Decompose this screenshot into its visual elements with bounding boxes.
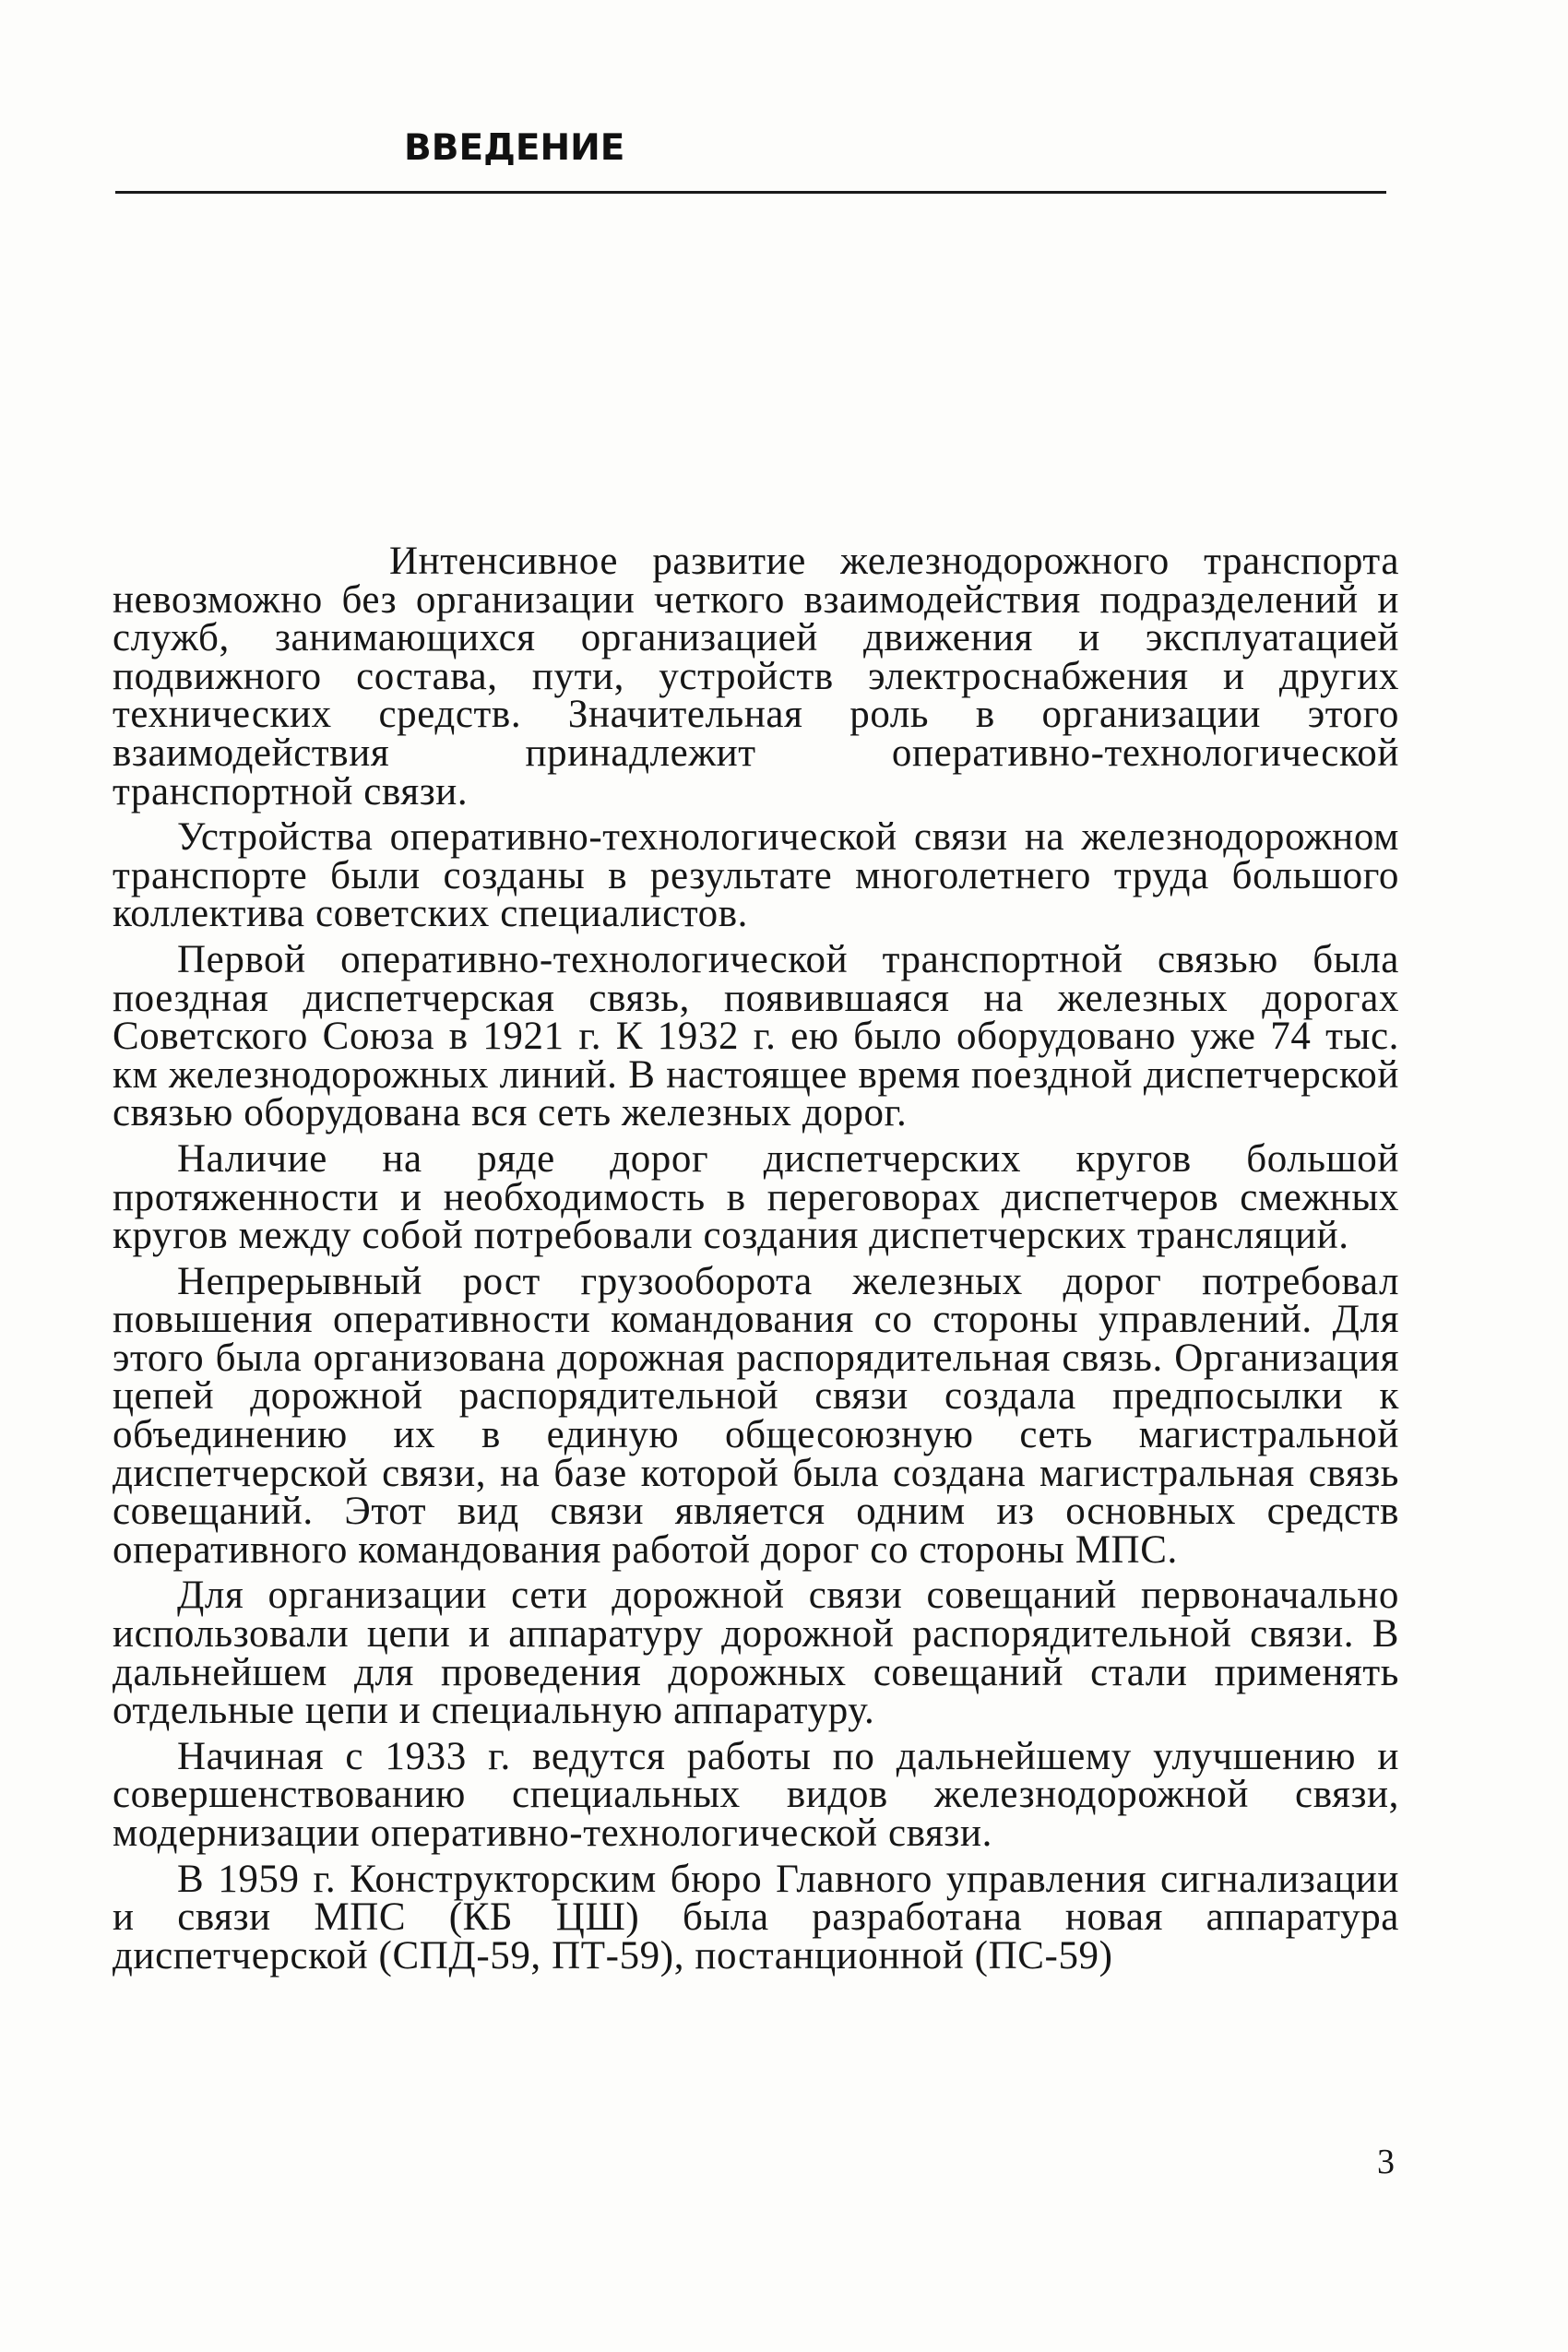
- heading-rule: [115, 191, 1386, 194]
- paragraph: Первой оперативно-технологической транспортной связью была поездная диспетчерская связь, появившаяся на железных дорогах Советского Союза в 1921 г. К 1932 г. ею было оборудовано уже 74 тыс. км железнодорожных линий. В настоящее время поездной диспетчерской связью оборудована вся сеть железных дорог.: [113, 937, 1399, 1135]
- paragraph: Устройства оперативно-технологической связи на железнодорожном транспорте были созданы в результате многолетнего труда большого коллектива советских специалистов.: [113, 815, 1399, 936]
- chapter-heading: ВВЕДЕНИЕ: [404, 127, 625, 169]
- paragraph: Начиная с 1933 г. ведутся работы по дальнейшему улучшению и совершенствованию специальных видов железнодорожной связи, модернизации оперативно-технологической связи.: [113, 1734, 1399, 1855]
- paragraph: В 1959 г. Конструкторским бюро Главного управления сигнализации и связи МПС (КБ ЦШ) была разработана новая аппаратура диспетчерской (СПД-59, ПТ-59), постанционной (ПС-59): [113, 1857, 1399, 1978]
- body-text: [113, 542, 1399, 1982]
- paragraph: Наличие на ряде дорог диспетчерских кругов большой протяженности и необходимость в переговорах диспетчеров смежных кругов между собой потребовали создания диспетчерских трансляций.: [113, 1136, 1399, 1258]
- paragraph: Интенсивное развитие железнодорожного транспорта невозможно без организации четкого взаимодействия подразделений и служб, занимающихся организацией движения и эксплуатацией подвижного состава, пути, устройств электроснабжения и других технических средств. Значительная роль в организации этого взаимодействия принадлежит оперативно-технологической транспортной связи.: [113, 540, 1399, 814]
- paragraph: Непрерывный рост грузооборота железных дорог потребовал повышения оперативности командования со стороны управлений. Для этого была организована дорожная распорядительная связь. Организация цепей дорожной распорядительной связи создала предпосылки к объединению их в единую общесоюзную сеть магистральной диспетчерской связи, на базе которой была создана магистральная связь совещаний. Этот вид связи является одним из основных средств оперативного командования работой дорог со стороны МПС.: [113, 1259, 1399, 1572]
- paragraph: Для организации сети дорожной связи совещаний первоначально использовали цепи и аппаратуру дорожной распорядительной связи. В дальнейшем для проведения дорожных совещаний стали применять отдельные цепи и специальную аппаратуру.: [113, 1574, 1399, 1733]
- page-number: 3: [1377, 2143, 1395, 2181]
